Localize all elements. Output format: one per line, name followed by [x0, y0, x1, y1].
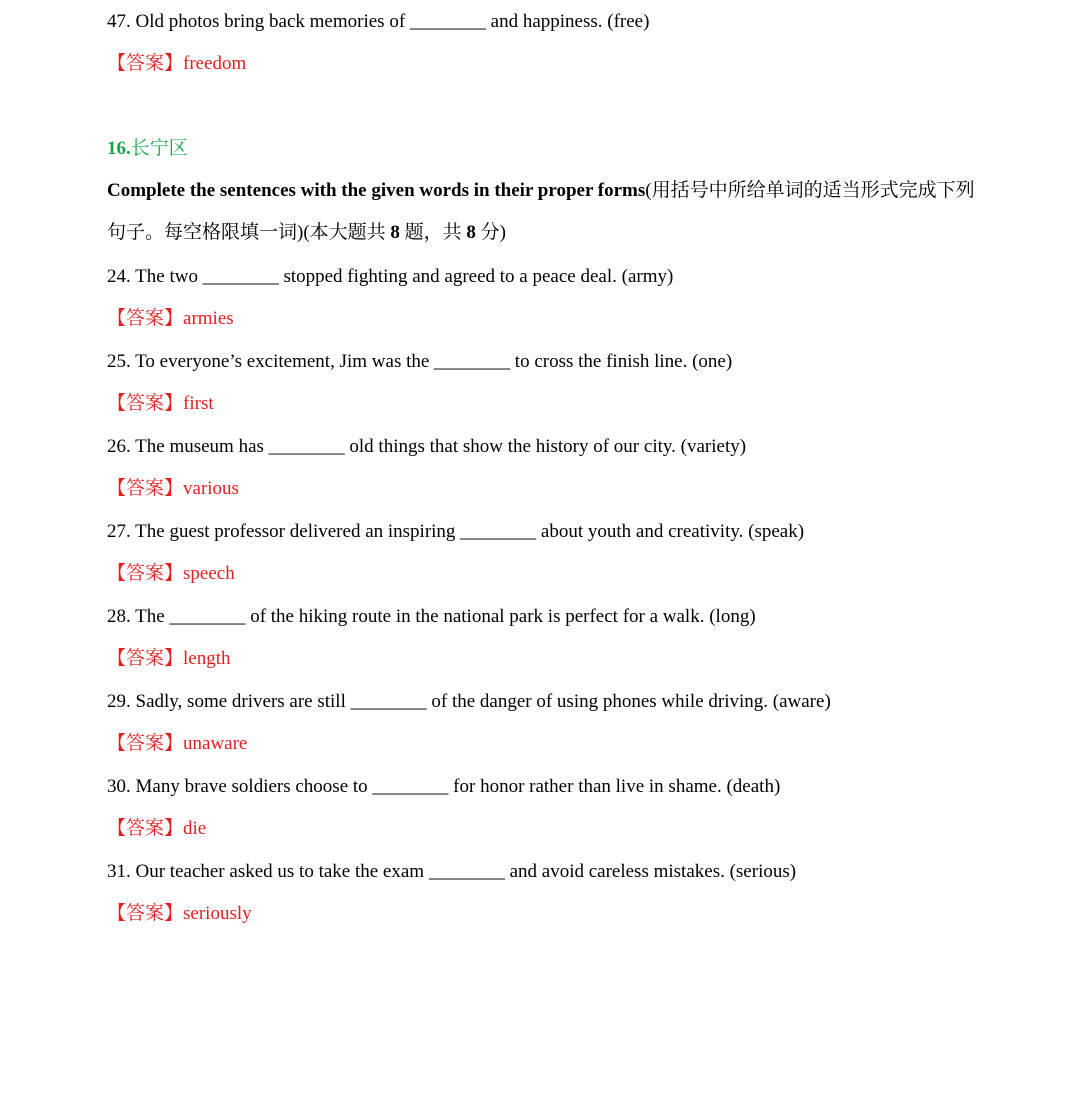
answer-tag: 【答案】: [107, 903, 184, 924]
answer-text: armies: [183, 308, 234, 329]
section-title: [107, 136, 188, 162]
question-47: 47. Old photos bring back memories of ________ and happiness. (free): [107, 11, 650, 32]
instruction-english: Complete the sentences with the given words in their proper forms: [107, 180, 646, 201]
answer-24: [107, 306, 234, 332]
question-29: 29. Sadly, some drivers are still ________ of the danger of using phones while driving. (aware): [107, 691, 831, 712]
answer-text: unaware: [183, 733, 248, 754]
section-district: 长宁区: [130, 138, 188, 159]
instruction-count-points: 8: [466, 222, 476, 243]
answer-tag: 【答案】: [107, 648, 184, 669]
answer-25: [107, 391, 214, 417]
answer-26: [107, 476, 239, 502]
answer-tag: 【答案】: [107, 563, 184, 584]
answer-tag: 【答案】: [107, 53, 184, 74]
instruction-chinese-2a: 句子。每空格限填一词)(本大题共: [107, 222, 391, 243]
question-26: 26. The museum has ________ old things that show the history of our city. (variety): [107, 436, 747, 457]
answer-text: length: [183, 648, 231, 669]
instruction-line-2: [107, 220, 506, 246]
question-24: 24. The two ________ stopped fighting and agreed to a peace deal. (army): [107, 266, 674, 287]
answer-tag: 【答案】: [107, 308, 184, 329]
answer-tag: 【答案】: [107, 393, 184, 414]
answer-text: seriously: [183, 903, 252, 924]
answer-text: die: [183, 818, 207, 839]
answer-tag: 【答案】: [107, 818, 184, 839]
question-28: 28. The ________ of the hiking route in the national park is perfect for a walk. (long): [107, 606, 756, 627]
answer-30: [107, 816, 206, 842]
instruction-chinese-1: (用括号中所给单词的适当形式完成下列: [645, 180, 975, 201]
question-31: 31. Our teacher asked us to take the exam ________ and avoid careless mistakes. (serious): [107, 861, 797, 882]
question-25: 25. To everyone’s excitement, Jim was the ________ to cross the finish line. (one): [107, 351, 733, 372]
answer-tag: 【答案】: [107, 733, 184, 754]
answer-31: [107, 901, 252, 927]
answer-27: [107, 561, 235, 587]
instruction-count-questions: 8: [390, 222, 400, 243]
answer-text: freedom: [183, 53, 247, 74]
answer-text: speech: [183, 563, 235, 584]
question-27: 27. The guest professor delivered an inspiring ________ about youth and creativity. (speak): [107, 521, 805, 542]
answer-text: various: [183, 478, 239, 499]
instruction-chinese-2c: 分): [475, 222, 506, 243]
answer-text: first: [183, 393, 214, 414]
answer-tag: 【答案】: [107, 478, 184, 499]
instruction-chinese-2b: 题，共: [399, 222, 467, 243]
question-30: 30. Many brave soldiers choose to ________ for honor rather than live in shame. (death): [107, 776, 781, 797]
answer-29: [107, 731, 247, 757]
instruction-line-1: [107, 178, 975, 204]
answer-47: [107, 51, 246, 77]
section-number: 16.: [107, 138, 131, 159]
answer-28: [107, 646, 231, 672]
